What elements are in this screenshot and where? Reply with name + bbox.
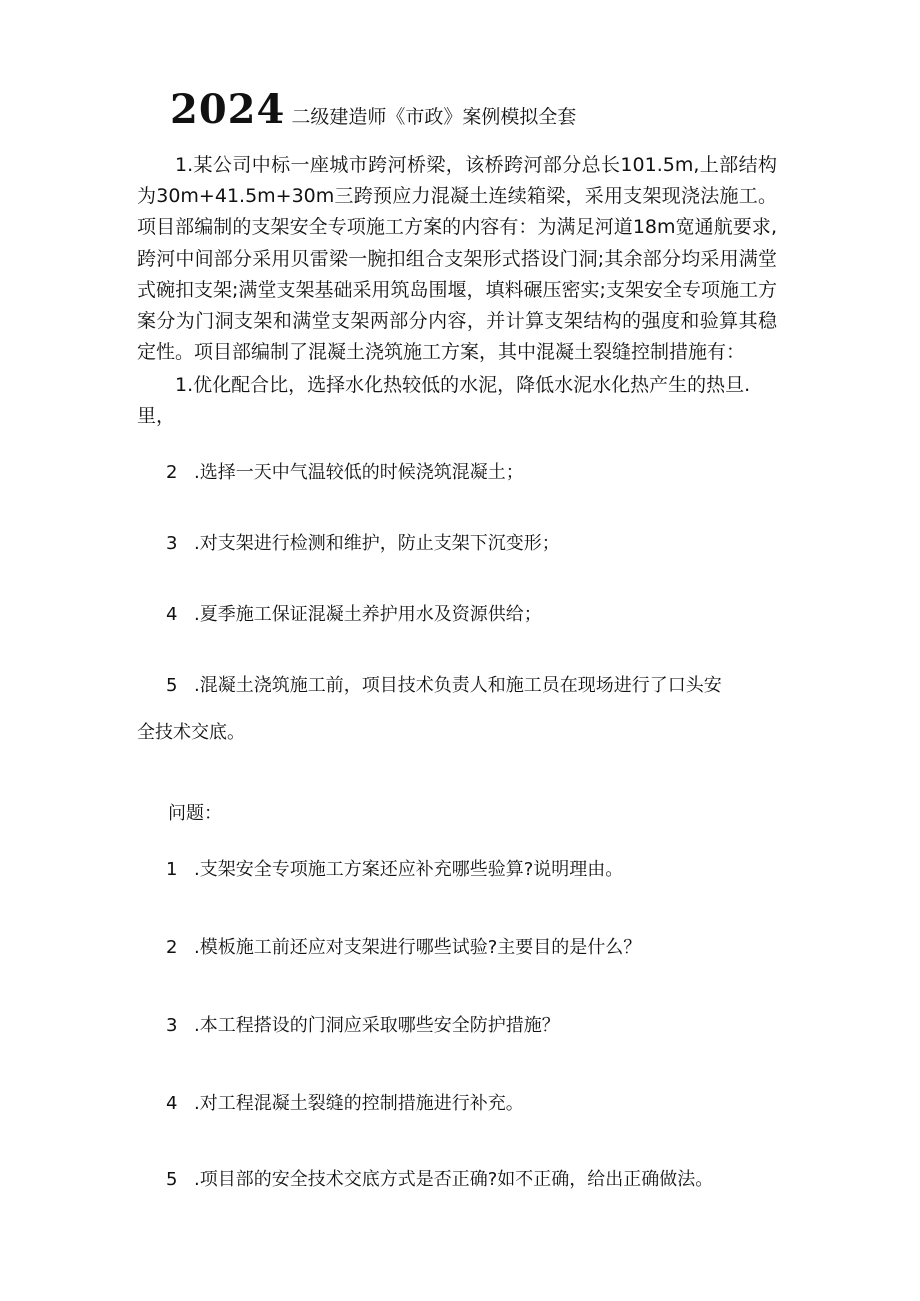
question-number: 2 — [166, 937, 178, 958]
case-intro-paragraph: 1.某公司中标一座城市跨河桥梁，该桥跨河部分总长101.5m,上部结构为30m+41.5m+30m三跨预应力混凝土连续箱梁，采用支架现浇法施工。项目部编制的支架安全专项施工方案的内容有：为满足河道18m宽通航要求,跨河中间部分采用贝雷梁一腕扣组合支架形式搭设门洞;其余部分均采用满堂式碗扣支架;满堂支架基础采用筑岛围堰，填料碾压密实;支架安全专项施工方案分为门洞支架和满堂支架两部分内容，并计算支架结构的强度和验算其稳定性。项目部编制了混凝土浇筑施工方案，其中混凝土裂缝控制措施有： — [137, 154, 777, 364]
measure-number: 5 — [166, 675, 178, 696]
questions-heading: 问题： — [168, 803, 222, 824]
question-number: 1 — [166, 859, 178, 880]
measure-text: .优化配合比，选择水化热较低的水泥，降低水泥水化热产生的热旦.里， — [137, 374, 751, 427]
question-item-4 — [166, 1092, 524, 1116]
measure-item-3 — [166, 532, 560, 556]
measure-text: .夏季施工保证混凝土养护用水及资源供给； — [194, 604, 542, 625]
measure-item-4 — [166, 603, 542, 627]
measure-number: 4 — [166, 604, 178, 625]
question-item-1 — [166, 858, 623, 882]
question-text: .本工程搭设的门洞应采取哪些安全防护措施？ — [194, 1015, 560, 1036]
question-text: .模板施工前还应对支架进行哪些试验?主要目的是什么？ — [194, 937, 642, 958]
measure-item-5 — [166, 674, 722, 698]
question-text: .项目部的安全技术交底方式是否正确?如不正确，给出正确做法。 — [194, 1169, 714, 1190]
measure-number: 3 — [166, 533, 178, 554]
page-title — [170, 86, 576, 133]
measure-item-5-continuation: 全技术交底。 — [137, 722, 245, 743]
question-item-3 — [166, 1014, 560, 1038]
question-item-5 — [166, 1168, 713, 1192]
title-text: 二级建造师《市政》案例模拟全套 — [291, 106, 577, 128]
question-text: .支架安全专项施工方案还应补充哪些验算?说明理由。 — [194, 859, 624, 880]
question-item-2 — [166, 936, 641, 960]
title-year: 2024 — [170, 86, 286, 133]
question-number: 3 — [166, 1015, 178, 1036]
measure-number: 2 — [166, 462, 178, 483]
question-text: .对工程混凝土裂缝的控制措施进行补充。 — [194, 1093, 524, 1114]
question-number: 4 — [166, 1093, 178, 1114]
question-number: 5 — [166, 1169, 178, 1190]
measure-text: .选择一天中气温较低的时候浇筑混凝土； — [194, 462, 524, 483]
measure-item-1 — [137, 370, 777, 432]
measure-text: .对支架进行检测和维护，防止支架下沉变形； — [194, 533, 560, 554]
measure-number: 1 — [175, 374, 188, 396]
measure-item-2 — [166, 461, 524, 485]
measure-text: .混凝土浇筑施工前，项目技术负责人和施工员在现场进行了口头安 — [194, 675, 722, 696]
